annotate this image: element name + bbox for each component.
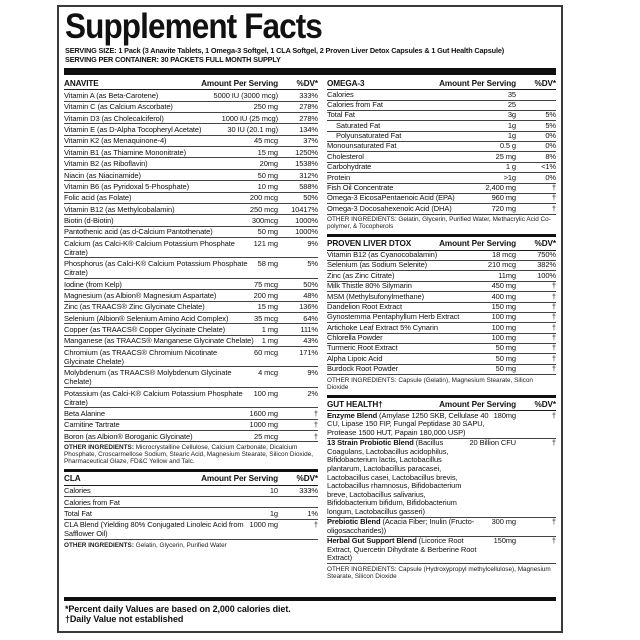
row-dv: † — [551, 291, 556, 301]
row-dv: 111% — [300, 325, 318, 334]
table-row — [327, 142, 556, 152]
row-amount: 1g — [507, 120, 516, 130]
table-row — [64, 136, 318, 147]
row-amount: 150 mg — [491, 301, 516, 311]
row-dv: 50% — [303, 193, 318, 203]
row-dv: <1% — [541, 162, 556, 172]
row-name: Vitamin B6 (as Pyridoxal 5-Phosphate) — [64, 181, 189, 191]
table-row — [64, 388, 318, 408]
other-ingredients: OTHER INGREDIENTS: Capsule (Gelatin), Magnesium Stearate, Silicon Dioxide — [327, 376, 533, 391]
row-amount: 75 mcg — [254, 279, 278, 289]
row-name: Boron (as Albion® Boroganic Glycinate) — [64, 431, 193, 441]
table-row — [64, 158, 318, 169]
row-name: Pantothenic acid (as d-Calcium Pantothenate) — [64, 227, 213, 237]
other-ingredients: OTHER INGREDIENTS: Gelatin, Glycerin, Purified Water — [64, 541, 227, 549]
row-dv: 64% — [303, 313, 318, 323]
table-row — [64, 520, 318, 540]
row-name: Herbal Gut Support Blend (Licorice Root Extract, Quercetin Dihydrate & Berberine Root Extract) — [327, 536, 477, 563]
row-amount: 100 mg — [491, 333, 516, 343]
row-amount: 5000 IU (3000 mcg) — [213, 90, 278, 100]
row-dv: 0% — [545, 131, 556, 141]
row-amount: 400 mg — [491, 291, 516, 301]
section-header — [327, 77, 556, 91]
footnote-percent-dv: *Percent daily Values are based on 2,000 calories diet. — [65, 603, 291, 614]
table-row — [327, 261, 556, 271]
table-row — [64, 113, 318, 124]
row-dv: † — [551, 410, 556, 420]
row-name: Gynostemma Pentaphyllum Herb Extract — [327, 312, 460, 322]
row-dv: † — [551, 281, 556, 291]
section-gut-health — [327, 395, 556, 583]
row-name: Polyunsaturated Fat — [336, 131, 402, 141]
row-name: CLA Blend (Yielding 80% Conjugated Linoleic Acid from Safflower Oil) — [64, 520, 244, 539]
section-cla — [64, 469, 318, 551]
row-amount: 50 mg — [257, 170, 278, 180]
row-name: Milk Thistle 80% Silymarin — [327, 281, 412, 291]
row-name: Dandelion Root Extract — [327, 301, 402, 311]
row-amount: 2,400 mg — [485, 182, 516, 192]
row-name: Saturated Fat — [336, 120, 381, 130]
row-name: Zinc (as TRAACS® Zinc Glycinate Chelate) — [64, 302, 205, 312]
section-title: OMEGA-3 — [327, 78, 365, 88]
row-dv: † — [551, 353, 556, 363]
row-name: Vitamin K2 (as Menaquinone-4) — [64, 136, 167, 146]
row-amount: 35 — [507, 89, 516, 99]
row-dv: 134% — [299, 125, 318, 134]
row-dv: † — [551, 343, 556, 353]
row-dv: 0% — [545, 172, 556, 182]
table-row — [327, 282, 556, 292]
row-amount: 180mg — [493, 410, 516, 420]
row-name: Carnitine Tartrate — [64, 420, 120, 430]
section-title: GUT HEALTH† — [327, 399, 383, 409]
table-row — [64, 290, 318, 301]
row-name: Calories — [64, 486, 91, 496]
footnotes — [65, 604, 561, 625]
table-row — [64, 102, 318, 113]
row-name: Niacin (as Niacinamide) — [64, 170, 141, 180]
row-amount: 0.5 g — [499, 141, 516, 151]
row-amount: 11mg — [498, 270, 516, 280]
row-amount: 4 mcg — [258, 368, 278, 378]
row-dv: 1538% — [295, 159, 318, 169]
row-dv: 1000% — [295, 227, 318, 237]
row-dv: † — [551, 333, 556, 343]
row-name: Vitamin B12 (as Cyanocobalamin) — [327, 250, 438, 260]
row-name: Molybdenum (as TRAACS® Molybdenum Glycinate Chelate) — [64, 368, 232, 387]
row-name: Protein — [327, 172, 351, 182]
row-name: Magnesium (as Albion® Magnesium Aspartate) — [64, 290, 217, 300]
table-row — [327, 344, 556, 354]
row-name: Phosphorus (as Calci-K® Calcium Potassium Phosphate Citrate) — [64, 259, 248, 278]
row-name: Total Fat — [64, 508, 92, 518]
row-name: Copper (as TRAACS® Copper Glycinate Chelate) — [64, 325, 226, 334]
amount-per-serving-header: Amount Per Serving — [201, 473, 278, 483]
facts-columns — [59, 75, 561, 596]
table-row — [64, 508, 318, 519]
row-name: Folic acid (as Folate) — [64, 193, 132, 203]
row-dv: 100% — [537, 270, 556, 280]
section-header — [64, 472, 318, 486]
table-row — [64, 324, 318, 335]
table-row — [327, 439, 556, 518]
table-row — [64, 420, 318, 431]
row-amount: 1600 mg — [249, 408, 278, 418]
row-dv: 278% — [299, 113, 318, 123]
row-name: Calcium (as Calci-K® Calcium Potassium Phosphate Citrate) — [64, 238, 235, 257]
row-amount: 1000 mg — [249, 520, 278, 530]
row-amount: 20mg — [259, 159, 278, 169]
row-name-lead: Prebiotic Blend — [327, 517, 381, 527]
row-dv: 9% — [307, 238, 318, 248]
supplement-facts-label — [57, 5, 563, 633]
amount-per-serving-header: Amount Per Serving — [439, 399, 516, 409]
other-ingredients-label: OTHER INGREDIENTS: — [64, 443, 134, 451]
table-row — [64, 170, 318, 181]
row-amount: 50 mg — [257, 227, 278, 237]
section-header — [327, 237, 556, 251]
table-row — [64, 367, 318, 387]
row-amount: 1 g — [505, 162, 516, 172]
row-amount: >1g — [503, 172, 516, 182]
bottom-divider-bar — [64, 597, 556, 602]
row-amount: 1 mg — [261, 336, 278, 346]
row-amount: 1g — [507, 131, 516, 141]
table-row — [64, 238, 318, 258]
table-row — [327, 411, 556, 439]
other-ingredients-label: OTHER INGREDIENTS: — [64, 541, 134, 549]
row-name: Enzyme Blend (Amylase 1250 SKB, Cellulase 40 CU, Lipase 150 FIP, Fungal Peptidase 30 SAPU, Protease 1500 HUT, Papain 180,000 USP) — [327, 410, 489, 437]
other-ingredients: OTHER INGREDIENTS: Capsule (Hydroxypropyl methylcellulose), Magnesium Stearate, Silicon Dioxide — [327, 565, 551, 581]
row-name: Vitamin E (as D-Alpha Tocopheryl Acetate) — [64, 125, 202, 134]
row-amount: 50 mg — [495, 364, 516, 374]
section-anavite — [64, 77, 318, 468]
row-dv: 5% — [545, 120, 556, 130]
row-name: Calories from Fat — [327, 99, 383, 109]
row-dv: 48% — [303, 290, 318, 300]
row-amount: 60 mcg — [254, 347, 278, 357]
row-amount: 10 mg — [257, 181, 278, 191]
table-row — [64, 336, 318, 347]
percent-dv-header: %DV* — [296, 473, 318, 483]
percent-dv-header: %DV* — [534, 239, 556, 249]
row-dv: 10417% — [291, 204, 318, 214]
row-amount: 300mcg — [251, 216, 278, 225]
row-name: Turmeric Root Extract — [327, 343, 398, 353]
row-dv: † — [551, 312, 556, 322]
row-amount: 15 mg — [257, 302, 278, 312]
row-name: Biotin (d-Biotin) — [64, 216, 114, 225]
row-name: MSM (Methylsufonylmethane) — [327, 291, 425, 301]
row-amount: 35 mcg — [254, 313, 278, 323]
row-name: Prebiotic Blend (Acacia Fiber; Inulin (Fructo-oligosaccharides)) — [327, 517, 475, 535]
row-dv: † — [313, 408, 318, 418]
row-dv: † — [551, 438, 556, 448]
row-dv: 8% — [545, 151, 556, 161]
table-row — [327, 292, 556, 302]
row-amount: 300 mg — [491, 517, 516, 527]
row-dv: † — [551, 193, 556, 203]
serving-size-text: SERVING SIZE: 1 Pack (3 Anavite Tablets, 1 Omega-3 Softgel, 1 CLA Softgel, 2 Proven Liver Detox Capsules & 1 Gut Health Capsule) — [65, 46, 505, 55]
row-dv: 333% — [299, 486, 318, 496]
right-column — [327, 77, 556, 596]
section-omega-3 — [327, 77, 556, 234]
table-row — [327, 173, 556, 183]
row-name: Vitamin B2 (as Riboflavin) — [64, 159, 148, 169]
row-dv: † — [551, 182, 556, 192]
row-amount: 960 mg — [491, 193, 516, 203]
row-dv: 588% — [299, 181, 318, 191]
row-amount: 25 mcg — [254, 431, 278, 441]
row-name: Manganese (as TRAACS® Manganese Glycinate Chelate) — [64, 336, 254, 346]
row-amount: 20 Billion CFU — [469, 438, 516, 448]
amount-per-serving-header: Amount Per Serving — [439, 239, 516, 249]
row-dv: 750% — [537, 250, 556, 260]
page-title: Supplement Facts — [65, 7, 322, 46]
section-title: CLA — [64, 473, 81, 483]
row-name: Iodine (from Kelp) — [64, 279, 122, 289]
servings-per-container-text: SERVING PER CONTAINER: 30 PACKETS FULL MONTH SUPPLY — [65, 54, 281, 64]
footnote-dv-not-established: †Daily Value not established — [65, 614, 184, 625]
row-dv: 382% — [537, 260, 556, 270]
row-name: Vitamin C (as Calcium Ascorbate) — [64, 102, 173, 112]
row-amount: 25 — [507, 99, 516, 109]
table-row — [327, 90, 556, 100]
row-dv: † — [551, 536, 556, 546]
table-row — [64, 408, 318, 419]
left-column — [64, 77, 318, 596]
row-name: Cholesterol — [327, 151, 364, 161]
row-amount: 250 mg — [253, 102, 278, 112]
row-name: Chromium (as TRAACS® Chromium Nicotinate Glycinate Chelate) — [64, 347, 218, 366]
table-row — [64, 215, 318, 226]
table-row — [327, 518, 556, 537]
table-row — [64, 204, 318, 215]
table-row — [327, 194, 556, 204]
row-amount: 450 mg — [491, 281, 516, 291]
row-dv: 5% — [307, 259, 318, 269]
row-name: Vitamin B12 (as Methylcobalamin) — [64, 204, 175, 214]
row-amount: 30 IU (20.1 mg) — [227, 125, 278, 134]
row-dv: † — [313, 520, 318, 530]
row-dv: 171% — [299, 347, 318, 357]
row-amount: 10 — [269, 486, 278, 496]
section-title: ANAVITE — [64, 78, 99, 88]
row-amount: 200 mcg — [249, 193, 278, 203]
row-amount: 200 mg — [253, 290, 278, 300]
row-name: Fish Oil Concentrate — [327, 182, 394, 192]
row-amount: 18 mcg — [492, 250, 516, 260]
row-amount: 150mg — [493, 536, 516, 546]
row-dv: 1250% — [295, 147, 318, 157]
table-row — [327, 313, 556, 323]
table-row — [64, 279, 318, 290]
row-name: Selenium (as Sodium Selenite) — [327, 260, 428, 270]
row-name-lead: Herbal Gut Support Blend — [327, 536, 417, 546]
table-row — [64, 431, 318, 442]
row-name: Vitamin D3 (as Cholecalciferol) — [64, 113, 164, 123]
row-dv: 1000% — [295, 216, 318, 225]
table-row — [327, 537, 556, 565]
row-name: Artichoke Leaf Extract 5% Cynarin — [327, 322, 438, 332]
row-name: Omega-3 Docosahexenoic Acid (DHA) — [327, 203, 452, 213]
table-row — [64, 497, 318, 508]
row-name: Chlorella Powder — [327, 333, 383, 343]
row-amount: 100 mg — [491, 312, 516, 322]
row-dv: 9% — [307, 368, 318, 378]
row-amount: 50 mg — [495, 353, 516, 363]
row-amount: 15 mg — [257, 147, 278, 157]
row-name: Vitamin B1 (as Thiamine Mononitrate) — [64, 147, 187, 157]
row-amount: 1000 mg — [249, 420, 278, 430]
row-dv: 2% — [307, 388, 318, 398]
section-header — [327, 398, 556, 412]
table-row — [64, 313, 318, 324]
row-dv: 0% — [545, 141, 556, 151]
row-dv: † — [551, 517, 556, 527]
row-amount: 1 mg — [261, 325, 278, 334]
row-amount: 58 mg — [257, 259, 278, 269]
row-dv: 278% — [299, 102, 318, 112]
row-dv: 333% — [299, 90, 318, 100]
row-amount: 45 mcg — [254, 136, 278, 146]
row-amount: 100 mg — [491, 322, 516, 332]
row-amount: 250 mcg — [249, 204, 278, 214]
row-amount: 3g — [507, 110, 516, 120]
row-name-lead: Enzyme Blend — [327, 410, 378, 420]
row-name: Beta Alanine — [64, 408, 105, 418]
row-dv: 312% — [299, 170, 318, 180]
row-name: Selenium (Albion® Selenium Amino Acid Complex) — [64, 313, 229, 323]
row-name-lead: 13 Strain Probiotic Blend — [327, 438, 414, 448]
row-name: Carbohydrate — [327, 162, 372, 172]
section-header — [64, 77, 318, 91]
table-row — [64, 193, 318, 204]
row-name: Burdock Root Powder — [327, 364, 399, 374]
row-amount: 1g — [269, 508, 278, 518]
row-name: Omega-3 EicosaPentaenoic Acid (EPA) — [327, 193, 455, 203]
percent-dv-header: %DV* — [296, 78, 318, 88]
table-row — [64, 124, 318, 135]
row-name: Alpha Lipoic Acid — [327, 353, 383, 363]
table-row — [64, 181, 318, 192]
row-name: Monounsaturated Fat — [327, 141, 397, 151]
row-dv: † — [551, 301, 556, 311]
table-row — [327, 101, 556, 111]
row-amount: 210 mcg — [487, 260, 516, 270]
row-name: Calories from Fat — [64, 497, 120, 507]
row-dv: 50% — [303, 279, 318, 289]
table-row — [64, 347, 318, 367]
row-name: Zinc (as Zinc Citrate) — [327, 270, 395, 280]
row-dv: 37% — [303, 136, 318, 146]
other-ingredients: OTHER INGREDIENTS: Microcrystalline Cellulose, Calcium Carbonate, Dicalcium Phosphate, Croscarmellose Sodium, Stearic Acid, Magnesium Stearate, Silicon Dioxide, Pharmaceutical Glaze, FD&C Yellow and Talc. — [64, 443, 313, 466]
row-dv: 5% — [545, 110, 556, 120]
row-dv: † — [313, 420, 318, 430]
table-row — [64, 302, 318, 313]
table-row — [327, 111, 556, 121]
row-amount: 121 mg — [253, 238, 278, 248]
table-row — [327, 163, 556, 173]
section-proven-liver-dtox — [327, 234, 556, 394]
row-dv: † — [313, 431, 318, 441]
top-divider-bar — [64, 68, 556, 75]
row-dv: † — [551, 203, 556, 213]
row-dv: 43% — [303, 336, 318, 346]
table-row — [64, 147, 318, 158]
row-amount: 25 mg — [495, 151, 516, 161]
percent-dv-header: %DV* — [534, 399, 556, 409]
row-amount: 50 mg — [495, 343, 516, 353]
amount-per-serving-header: Amount Per Serving — [439, 78, 516, 88]
row-name: 13 Strain Probiotic Blend (Bacillus Coagulans, Lactobacillus acidophilus, Bifidobacterium lactis, Lactobacillus plantarum, Lactobacillus paracasei, Lactobacillus casei, Lactobacillus brevis, Lactobacillus rhamnosus, Bifidobacterium breve, Lactobacillus salivarius, Bifidobacterium bifidum, Bifidobacterium longum, Lactobacillus gasseri) — [327, 438, 462, 516]
table-row — [64, 227, 318, 238]
table-row — [64, 486, 318, 497]
row-dv: † — [551, 364, 556, 374]
table-row — [327, 365, 556, 375]
row-name: Vitamin A (as Beta-Carotene) — [64, 90, 159, 100]
row-amount: 720 mg — [491, 203, 516, 213]
row-name: Total Fat — [327, 110, 355, 120]
percent-dv-header: %DV* — [534, 78, 556, 88]
other-ingredients: OTHER INGREDIENTS: Gelatin, Glycerin, Purified Water, Methacrylic Acid Co-polymer, & Tocopherols — [327, 216, 551, 231]
section-title: PROVEN LIVER DTOX — [327, 239, 412, 249]
row-amount: 1000 IU (25 mcg) — [221, 113, 278, 123]
table-row — [327, 204, 556, 214]
table-row — [64, 258, 318, 278]
row-name: Calories — [327, 89, 354, 99]
table-row — [64, 90, 318, 101]
amount-per-serving-header: Amount Per Serving — [201, 78, 278, 88]
row-amount: 100 mg — [253, 388, 278, 398]
row-dv: † — [551, 322, 556, 332]
row-dv: 136% — [299, 302, 318, 312]
row-dv: 1% — [307, 508, 318, 518]
row-name: Potassium (as Calci-K® Calcium Potassium Phosphate Citrate) — [64, 388, 243, 407]
